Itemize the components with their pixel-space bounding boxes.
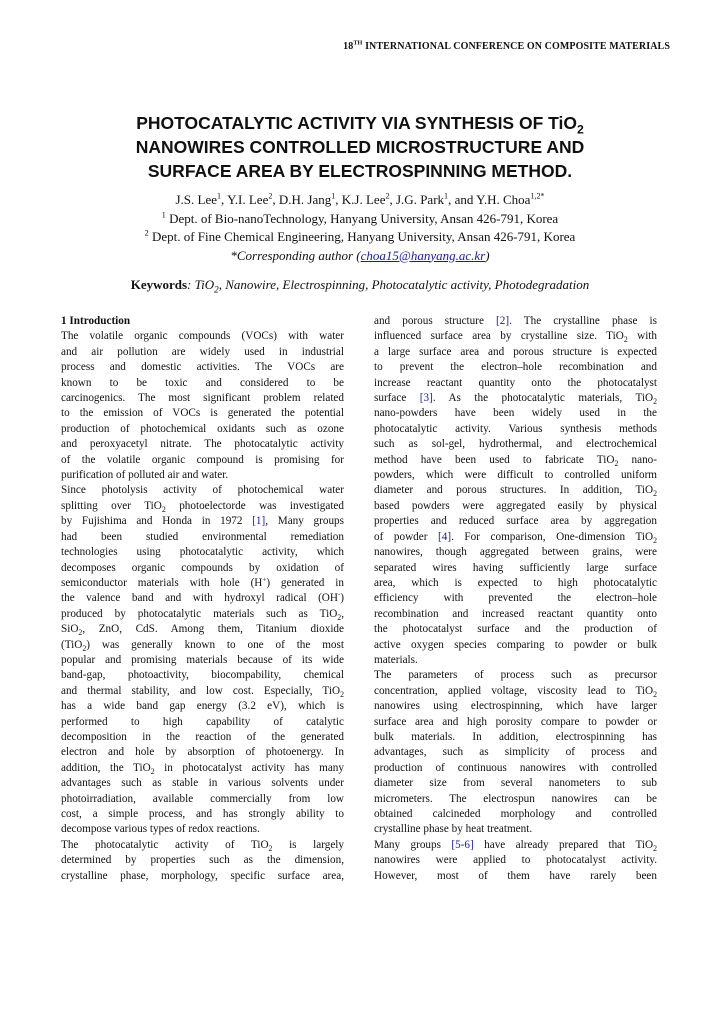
- text-line: separated wires having sufficiently large surface: [374, 561, 657, 574]
- text-line: diameter and porous structures. In addition, TiO$_2$: [374, 484, 657, 499]
- text-line: crystalline phase by heat treatment.: [374, 823, 533, 836]
- text-line: has a wide band gap energy (3.2 eV), which is: [61, 700, 344, 713]
- text-line: The volatile organic compounds (VOCs) with water: [61, 330, 344, 343]
- text-line: obtained calcineded morphology and controlled: [374, 808, 657, 820]
- text-line: process and domestic activities. The VOCs are: [61, 361, 344, 374]
- text-line: based powders were aggregated easily by physical: [374, 499, 657, 512]
- text-line: and porous structure [2]. The crystalline phase is: [374, 315, 657, 327]
- running-head-text: INTERNATIONAL CONFERENCE ON COMPOSITE MATERIALS: [362, 41, 670, 52]
- text-line: decompose various types of redox reactions.: [61, 823, 260, 836]
- text-line: production of continuous nanowires with controlled: [374, 761, 657, 774]
- running-head-ordinal: TH: [353, 39, 363, 47]
- text-line: the photocatalyst surface and the production of: [374, 623, 657, 636]
- text-line: cost, a simple process, and has strongly ability to: [61, 808, 344, 820]
- text-line: had been studied environmental remediation: [61, 530, 344, 543]
- left-text-column: [61, 314, 344, 884]
- keywords-label: Keywords: [130, 277, 188, 292]
- text-line: Many groups [5-6] have already prepared that TiO$_2$: [374, 838, 657, 854]
- text-line: production of photochemical oxidants such as ozone: [61, 422, 344, 435]
- text-line: active oxygen species comparing to powder or bulk: [374, 638, 657, 651]
- text-line: photocatalytic activity. Various synthesis methods: [374, 422, 657, 435]
- text-line: popular and promising materials because of its wide: [61, 653, 344, 666]
- text-line: crystalline phase, morphology, specific surface area,: [61, 869, 344, 882]
- text-line: (TiO$_2$) was generally known to one of the most: [61, 638, 344, 653]
- text-line: diameter size from several nanometers to sub: [374, 777, 657, 790]
- author-list: J.S. Lee$^1$, Y.I. Lee$^2$, D.H. Jang$^1$, K.J. Lee$^2$, J.G. Park$^1$, and Y.H. Choa$^{1,2*}$: [175, 191, 545, 207]
- text-line: advantages, such as simplicity of process and: [374, 746, 657, 759]
- author-name: K.J. Lee: [341, 192, 386, 207]
- text-line: to prevent the electron–hole recombination and: [374, 361, 657, 374]
- text-line: recombination and increased reactant quantity onto: [374, 607, 657, 620]
- text-line: performed to high capability of catalytic: [61, 715, 344, 728]
- text-line: to the emission of VOCs is generated the potential: [61, 407, 344, 420]
- affiliation-2: $^2$ Dept. of Fine Chemical Engineering, Hanyang University, Ansan 426-791, Korea: [144, 228, 576, 244]
- author-affiliation-marker: 2: [385, 191, 390, 201]
- author-name: D.H. Jang: [278, 192, 332, 207]
- keywords-list: TiO$_2$, Nanowire, Electrospinning, Photocatalytic activity, Photodegradation: [194, 277, 590, 295]
- title-line-3: SURFACE AREA BY ELECTROSPINNING METHOD.: [147, 161, 573, 181]
- text-line: nano-powders have been widely used in the: [374, 407, 657, 420]
- author-name: J.S. Lee: [175, 192, 218, 207]
- text-line: surface area and high porosity compare to powder or: [374, 715, 657, 728]
- text-line: of the volatile organic compound is promising for: [61, 453, 344, 466]
- running-head-number: 18: [343, 41, 354, 52]
- author-affiliation-marker: 1: [444, 191, 449, 201]
- text-line: materials.: [374, 653, 418, 666]
- text-line: such as sol-gel, hydrothermal, and electrochemical: [374, 438, 657, 451]
- text-line: decomposes organic compounds by oxidation of: [61, 561, 344, 574]
- corresponding-author: *Corresponding author (choa15@hanyang.ac.kr): [230, 247, 490, 263]
- citation-link[interactable]: [5-6]: [451, 838, 474, 851]
- citation-link[interactable]: [2]: [496, 315, 510, 327]
- text-line: known to be toxic and considered to be: [61, 376, 344, 389]
- text-line: increase reactant quantity onto the photocatalyst: [374, 376, 657, 389]
- text-line: bulk materials. In addition, electrospinning has: [374, 730, 657, 743]
- text-line: The photocatalytic activity of TiO$_2$ is largely: [61, 838, 345, 854]
- text-line: surface [3]. As the photocatalytic materials, TiO$_2$: [374, 392, 657, 407]
- author-affiliation-marker: 1,2*: [530, 191, 545, 201]
- text-line: addition, the TiO$_2$ in photocatalyst activity has many: [61, 761, 344, 777]
- author-block: [40, 191, 680, 265]
- section-heading: 1 Introduction: [61, 315, 131, 327]
- text-line: and air pollution are widely used in industrial: [61, 345, 344, 358]
- text-line: nanowires were applied to photocatalyst activity.: [374, 854, 657, 867]
- text-line: SiO$_2$, ZnO, CdS. Among them, Titanium dioxide: [61, 623, 344, 638]
- text-line: advantages such as stable in various solvents under: [61, 777, 344, 790]
- text-line: decomposition in the reaction of the generated: [61, 730, 344, 743]
- text-line: purification of polluted air and water.: [61, 469, 229, 482]
- text-line: carcinogenics. The most significant problem related: [61, 392, 344, 405]
- text-line: technologies using photocatalytic activity, which: [61, 546, 344, 559]
- text-line: nanowires, though aggregated between grains, were: [374, 546, 657, 559]
- text-line: concentration, applied voltage, viscosity lead to TiO$_2$: [374, 684, 657, 699]
- text-line: produced by photocatalytic materials such as TiO$_2$,: [61, 607, 344, 622]
- keywords: Keywords: TiO$_2$, Nanowire, Electrospinning, Photocatalytic activity, Photodegradation: [130, 277, 590, 295]
- text-line: However, most of them have rarely been: [374, 869, 657, 882]
- author-affiliation-marker: 2: [268, 191, 273, 201]
- text-line: a large surface area and porous structure is expected: [374, 345, 657, 358]
- text-line: semiconductor materials with hole (H+) generated in: [61, 575, 344, 589]
- text-line: efficiency with prevented the electron–hole: [374, 592, 657, 605]
- text-line: The parameters of process such as precursor: [374, 669, 657, 682]
- text-line: Since photolysis activity of photochemical water: [61, 484, 344, 497]
- right-text-column: [374, 314, 657, 884]
- text-line: and peroxyacetyl nitrate. The photocatalytic activity: [61, 438, 344, 451]
- author-affiliation-marker: 1: [217, 191, 222, 201]
- author-name: J.G. Park: [396, 192, 445, 207]
- author-affiliation-marker: 1: [331, 191, 336, 201]
- corresponding-email-link[interactable]: choa15@hanyang.ac.kr: [360, 247, 486, 263]
- citation-link[interactable]: [1]: [252, 515, 266, 528]
- paper-title: [60, 111, 660, 183]
- citation-link[interactable]: [4]: [438, 530, 452, 543]
- text-line: by Fujishima and Honda in 1972 [1], Many groups: [61, 515, 345, 528]
- text-line: of powder [4]. For comparison, One-dimension TiO$_2$: [374, 530, 657, 545]
- author-name: Y.H. Choa: [476, 192, 531, 207]
- affiliation-1: $^1$ Dept. of Bio-nanoTechnology, Hanyang University, Ansan 426-791, Korea: [161, 210, 559, 226]
- text-line: band-gap, photoactivity, biocompability, chemical: [61, 669, 344, 682]
- title-line-1: PHOTOCATALYTIC ACTIVITY VIA SYNTHESIS OF TiO$_2$: [136, 113, 584, 137]
- text-line: splitting over TiO$_2$ photoelectorde was investigated: [61, 499, 344, 515]
- citation-link[interactable]: [3]: [419, 392, 433, 405]
- text-line: method have been used to fabricate TiO$_2$ nano-: [374, 453, 657, 468]
- title-line-2: NANOWIRES CONTROLLED MICROSTRUCTURE AND: [135, 137, 585, 157]
- text-line: properties and reduced surface area by aggregation: [374, 515, 657, 528]
- text-line: photoirradiation, available commercially from low: [61, 792, 344, 805]
- text-line: the valence band and with hydroxyl radical (OH-): [61, 590, 344, 605]
- author-name: Y.I. Lee: [227, 192, 269, 207]
- text-line: area, which is expected to high photocatalytic: [374, 576, 657, 589]
- text-line: influenced surface area by crystalline size. TiO$_2$ with: [374, 330, 658, 345]
- text-line: determined by properties such as the dimension,: [61, 854, 344, 867]
- text-line: electron and hole by absorption of photoenergy. In: [61, 746, 344, 759]
- text-line: micrometers. The electrospun nanowires can be: [374, 792, 657, 805]
- running-head: [220, 41, 670, 52]
- text-line: nanowires using electrospinning, which have larger: [374, 700, 657, 713]
- text-line: and thermal stability, and low cost. Especially, TiO$_2$: [61, 684, 344, 699]
- text-line: powders, which were difficult to controlled uniform: [374, 469, 657, 482]
